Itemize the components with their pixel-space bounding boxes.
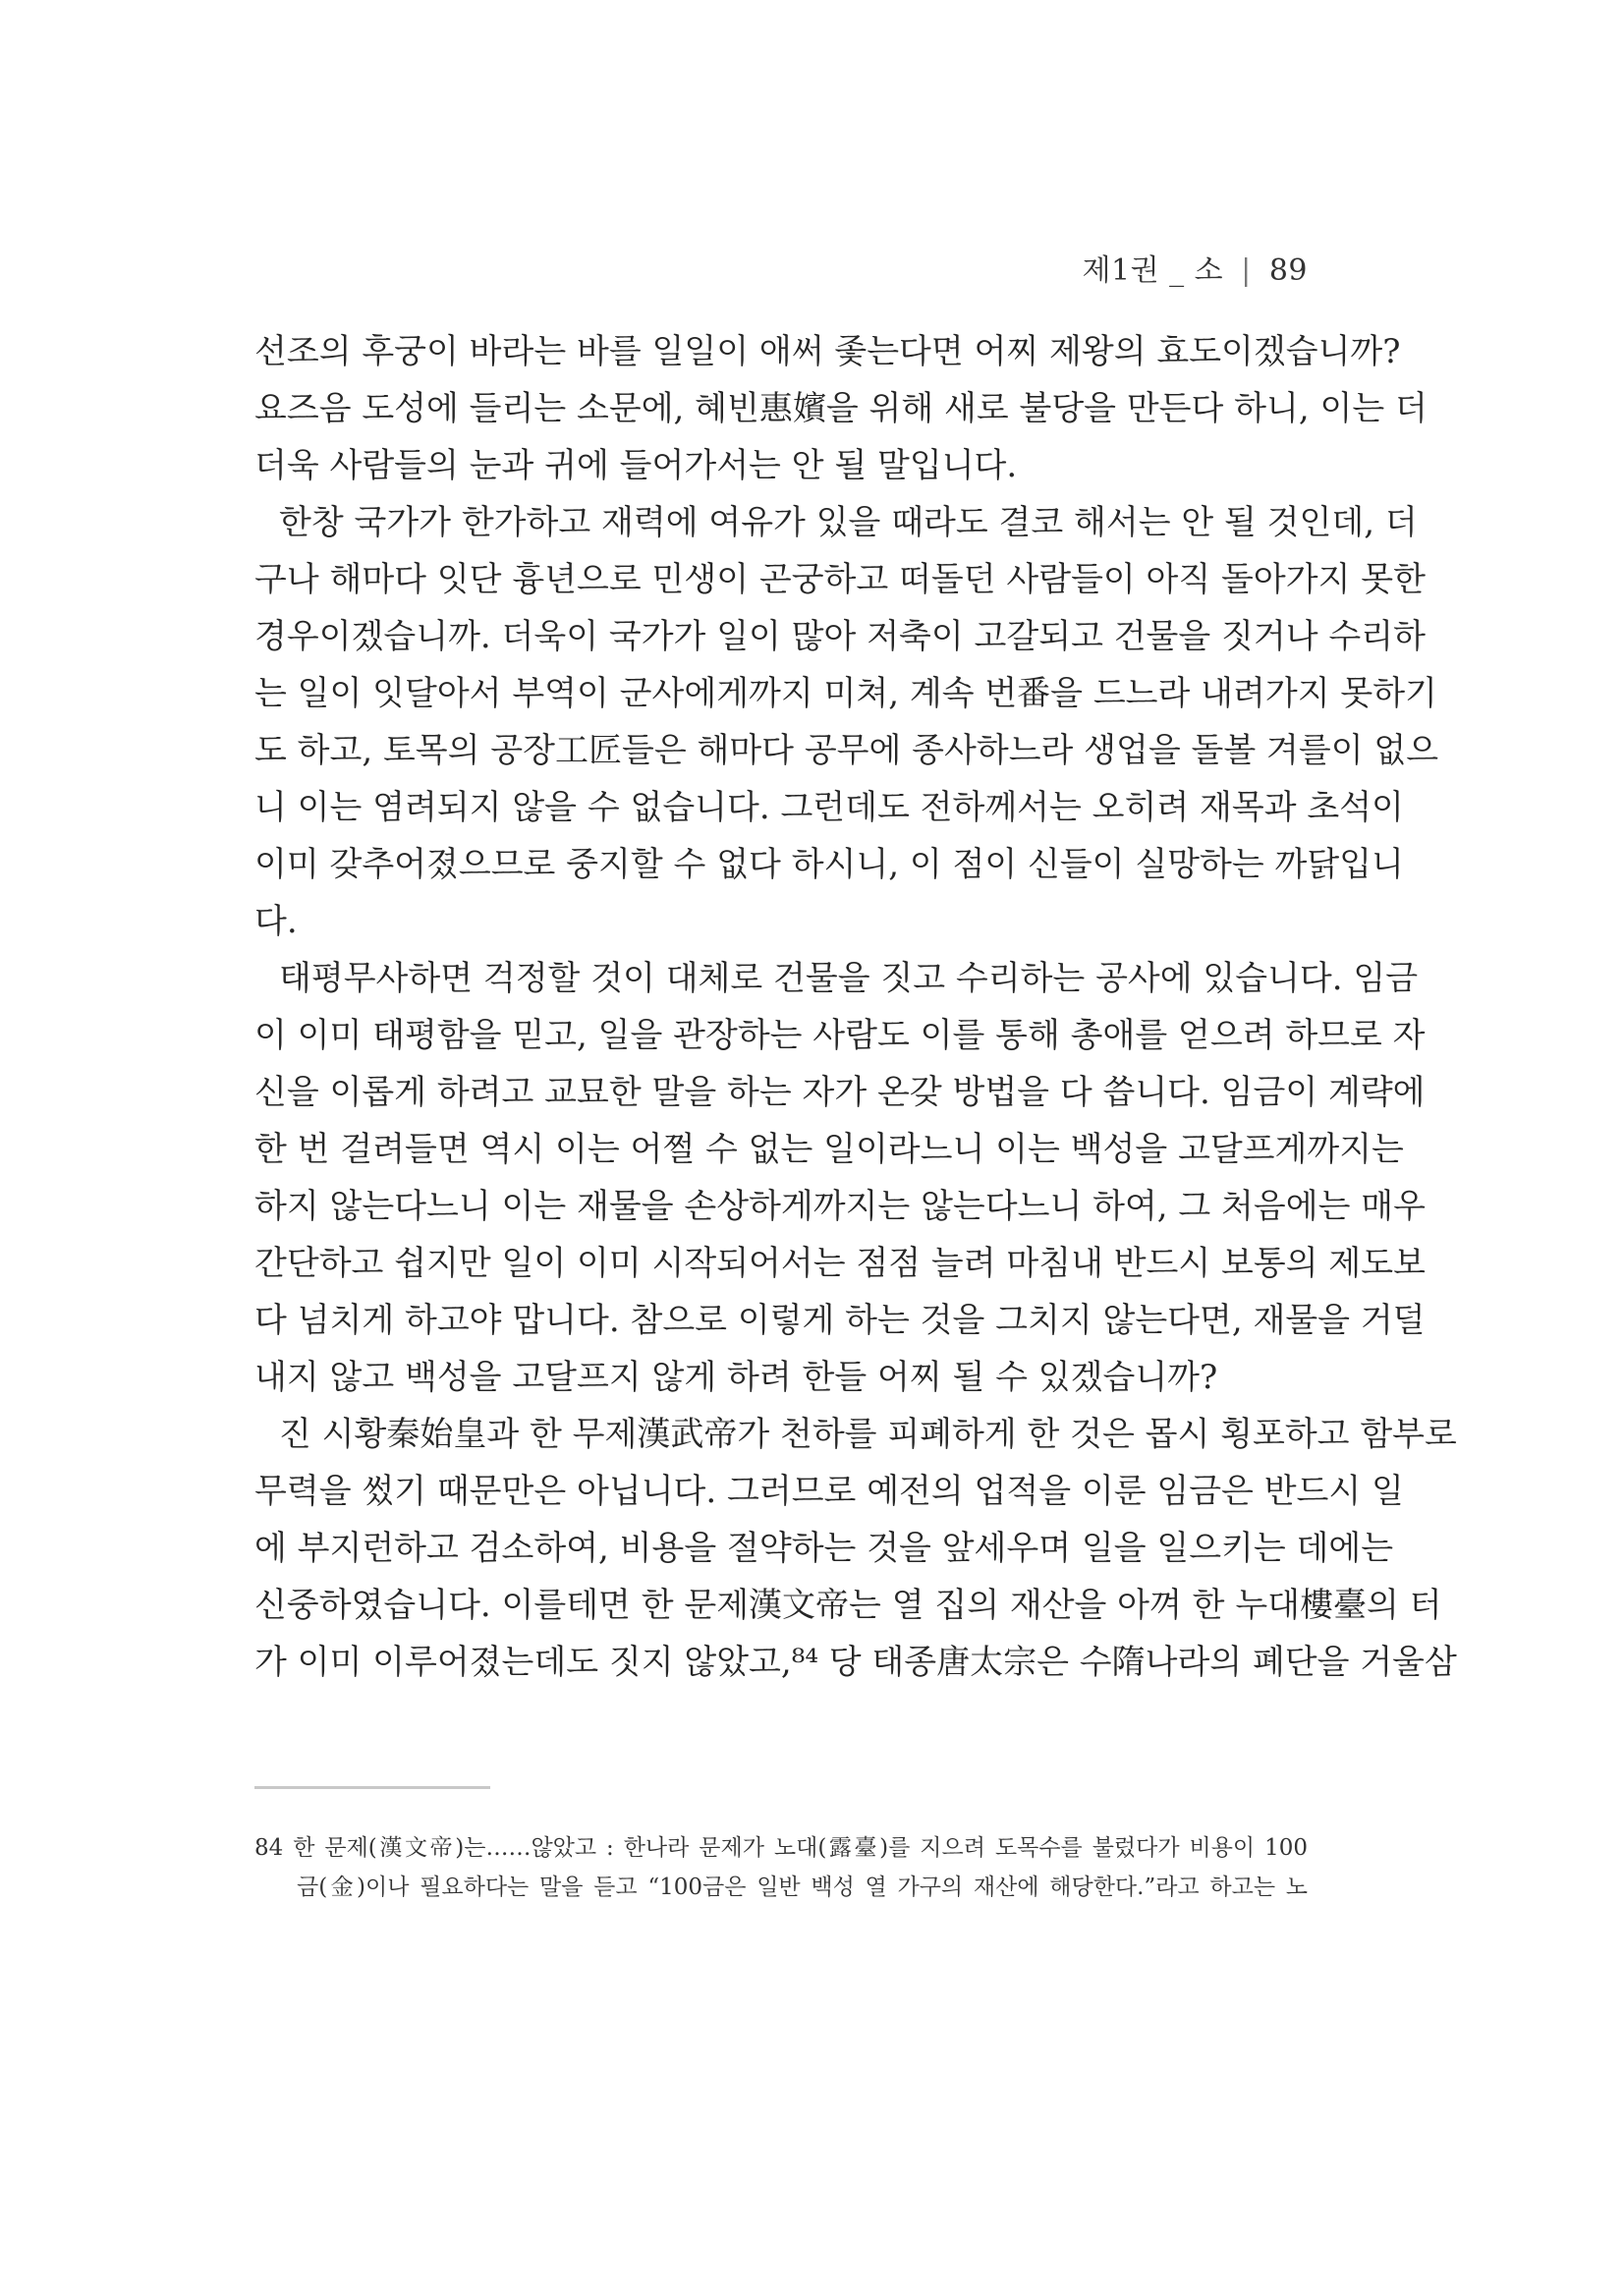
body-line: 더욱 사람들의 눈과 귀에 들어가서는 안 될 말입니다.	[254, 446, 1018, 485]
body-line: 선조의 후궁이 바라는 바를 일일이 애써 좇는다면 어찌 제왕의 효도이겠습니까?	[254, 332, 1401, 371]
body-line: 구나 해마다 잇단 흉년으로 민생이 곤궁하고 떠돌던 사람들이 아직 돌아가지 못한	[254, 560, 1426, 599]
body-line: 에 부지런하고 검소하여, 비용을 절약하는 것을 앞세우며 일을 일으키는 데에는	[254, 1529, 1394, 1568]
body-line: 하지 않는다느니 이는 재물을 손상하게까지는 않는다느니 하여, 그 처음에는 매우	[254, 1187, 1426, 1226]
body-line: 한창 국가가 한가하고 재력에 여유가 있을 때라도 결코 해서는 안 될 것인데, 더	[279, 503, 1418, 542]
body-line: 한 번 걸려들면 역시 이는 어쩔 수 없는 일이라느니 이는 백성을 고달프게까지는	[254, 1130, 1404, 1169]
body-line: 태평무사하면 걱정할 것이 대체로 건물을 짓고 수리하는 공사에 있습니다. 임금	[279, 959, 1419, 998]
footnote-line: 금(金)이나 필요하다는 말을 듣고 “100금은 일반 백성 열 가구의 재산에 해당한다.”라고 하고는 노	[297, 1875, 1308, 1900]
footnote-divider	[254, 1786, 490, 1789]
footnote-line: 84 한 문제(漢文帝)는……않았고 : 한나라 문제가 노대(露臺)를 지으려 도목수를 불렀다가 비용이 100	[254, 1835, 1308, 1861]
page-number: 89	[1268, 253, 1308, 288]
running-header	[1083, 246, 1309, 289]
running-title: 제1권 _ 소	[1082, 253, 1224, 288]
body-line: 다.	[254, 902, 298, 941]
body-line: 신중하였습니다. 이를테면 한 문제漢文帝는 열 집의 재산을 아껴 한 누대樓臺의 터	[254, 1586, 1442, 1625]
body-line: 내지 않고 백성을 고달프지 않게 하려 한들 어찌 될 수 있겠습니까?	[254, 1358, 1218, 1397]
body-line: 요즈음 도성에 들리는 소문에, 혜빈惠嬪을 위해 새로 불당을 만든다 하니, 이는 더	[254, 389, 1428, 428]
body-line: 는 일이 잇달아서 부역이 군사에게까지 미쳐, 계속 번番을 드느라 내려가지 못하기	[254, 674, 1437, 713]
body-line: 진 시황秦始皇과 한 무제漢武帝가 천하를 피폐하게 한 것은 몹시 횡포하고 함부로	[279, 1415, 1457, 1454]
body-line: 가 이미 이루어졌는데도 짓지 않았고,⁸⁴ 당 태종唐太宗은 수隋나라의 폐단을 거울삼	[254, 1643, 1457, 1682]
body-line: 신을 이롭게 하려고 교묘한 말을 하는 자가 온갖 방법을 다 씁니다. 임금이 계략에	[254, 1073, 1426, 1112]
body-line: 이 이미 태평함을 믿고, 일을 관장하는 사람도 이를 통해 총애를 얻으려 하므로 자	[254, 1016, 1426, 1055]
body-line: 니 이는 염려되지 않을 수 없습니다. 그런데도 전하께서는 오히려 재목과 초석이	[254, 788, 1404, 827]
body-line: 다 넘치게 하고야 맙니다. 참으로 이렇게 하는 것을 그치지 않는다면, 재물을 거덜	[254, 1301, 1426, 1340]
header-separator: |	[1241, 253, 1252, 288]
body-line: 도 하고, 토목의 공장工匠들은 해마다 공무에 종사하느라 생업을 돌볼 겨를이 없으	[254, 731, 1439, 770]
body-line: 무력을 썼기 때문만은 아닙니다. 그러므로 예전의 업적을 이룬 임금은 반드시 일	[254, 1472, 1404, 1511]
body-line: 경우이겠습니까. 더욱이 국가가 일이 많아 저축이 고갈되고 건물을 짓거나 수리하	[254, 617, 1426, 656]
body-line: 간단하고 쉽지만 일이 이미 시작되어서는 점점 늘려 마침내 반드시 보통의 제도보	[254, 1244, 1426, 1283]
body-line: 이미 갖추어졌으므로 중지할 수 없다 하시니, 이 점이 신들이 실망하는 까닭입니	[254, 845, 1404, 884]
